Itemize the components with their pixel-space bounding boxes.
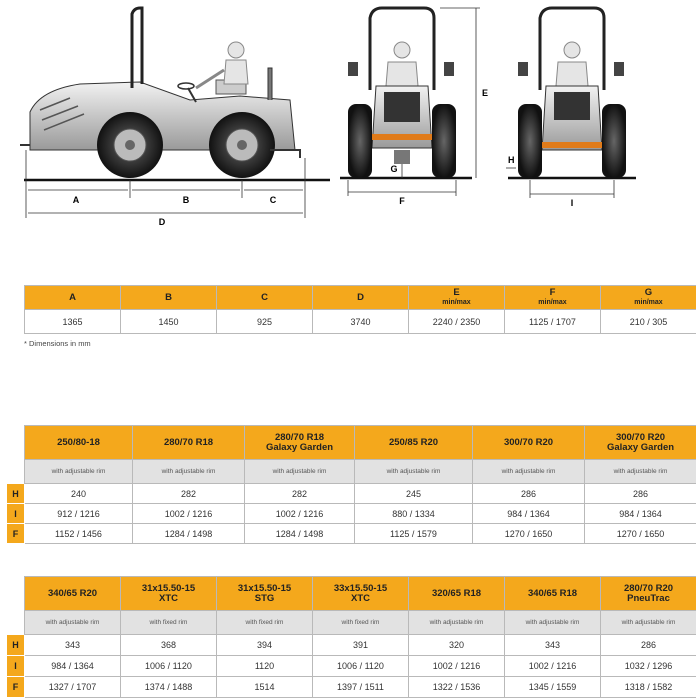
tyre2-header-6: 340/65 R18: [505, 577, 601, 611]
tyre-table-2: [6, 576, 696, 698]
front-view: [340, 8, 488, 206]
table-cell: 240: [25, 484, 133, 504]
table-cell: 880 / 1334: [355, 504, 473, 524]
tyre2-rim-2: with fixed rim: [121, 611, 217, 635]
table-cell: 1002 / 1216: [245, 504, 355, 524]
table-cell: 1002 / 1216: [505, 656, 601, 677]
table-cell: 1345 / 1559: [505, 677, 601, 698]
table-cell: 1374 / 1488: [121, 677, 217, 698]
table-cell: 1006 / 1120: [313, 656, 409, 677]
tyre2-rim-5: with adjustable rim: [409, 611, 505, 635]
table-cell: 320: [409, 635, 505, 656]
table-cell: 984 / 1364: [25, 656, 121, 677]
table-row: [7, 677, 696, 698]
tyre1-header-1: 250/80-18: [25, 426, 133, 460]
label-A: A: [72, 195, 80, 205]
table-cell: 1284 / 1498: [133, 524, 245, 544]
tyre1-header-5: 300/70 R20: [473, 426, 585, 460]
table-cell: 984 / 1364: [585, 504, 696, 524]
tyre2-rim-6: with adjustable rim: [505, 611, 601, 635]
tyre2-header-1: 340/65 R20: [25, 577, 121, 611]
dimensions-table: [24, 285, 696, 334]
tyre2-header-7: 280/70 R20 PneuTrac: [601, 577, 696, 611]
side-view: [20, 8, 330, 227]
table-row: [7, 504, 696, 524]
rear-view: [506, 8, 636, 208]
dim-value-e: 2240 / 2350: [409, 310, 505, 334]
row-label-f: F: [7, 677, 25, 698]
table-cell: 1125 / 1579: [355, 524, 473, 544]
table-row: [7, 635, 696, 656]
dim-value-c: 925: [217, 310, 313, 334]
dim-header-e: E min/max: [409, 286, 505, 310]
table-cell: 368: [121, 635, 217, 656]
table-cell: 282: [245, 484, 355, 504]
row-label-i: I: [7, 504, 25, 524]
row-label-f: F: [7, 524, 25, 544]
table-cell: 984 / 1364: [473, 504, 585, 524]
table-cell: 1327 / 1707: [25, 677, 121, 698]
dim-header-d: D: [313, 286, 409, 310]
dimensions-note: * Dimensions in mm: [24, 339, 91, 348]
label-E: E: [482, 88, 489, 98]
table-cell: 286: [585, 484, 696, 504]
label-B: B: [182, 195, 190, 205]
tyre2-header-4: 33x15.50-15 XTC: [313, 577, 409, 611]
table-cell: 286: [601, 635, 696, 656]
label-C: C: [269, 195, 277, 205]
tyre2-rim-3: with fixed rim: [217, 611, 313, 635]
tyre2-rim-7: with adjustable rim: [601, 611, 696, 635]
table-cell: 1397 / 1511: [313, 677, 409, 698]
tyre1-header-2: 280/70 R18: [133, 426, 245, 460]
table-cell: 1270 / 1650: [473, 524, 585, 544]
table-cell: 286: [473, 484, 585, 504]
table-cell: 1120: [217, 656, 313, 677]
table-row: [7, 484, 696, 504]
row-label-h: H: [7, 484, 25, 504]
dim-header-f: F min/max: [505, 286, 601, 310]
tyre-table-1: [6, 425, 696, 544]
tyre2-header-5: 320/65 R18: [409, 577, 505, 611]
tyre1-rim-4: with adjustable rim: [355, 460, 473, 484]
tyre1-rim-3: with adjustable rim: [245, 460, 355, 484]
dim-header-g: G min/max: [601, 286, 696, 310]
dim-value-f: 1125 / 1707: [505, 310, 601, 334]
label-G: G: [390, 164, 398, 174]
tyre2-header-3: 31x15.50-15 STG: [217, 577, 313, 611]
table-cell: 1514: [217, 677, 313, 698]
table-cell: 1322 / 1536: [409, 677, 505, 698]
table-cell: 394: [217, 635, 313, 656]
table-cell: 245: [355, 484, 473, 504]
table-cell: 1318 / 1582: [601, 677, 696, 698]
tyre1-rim-1: with adjustable rim: [25, 460, 133, 484]
table-cell: 912 / 1216: [25, 504, 133, 524]
tyre1-rim-6: with adjustable rim: [585, 460, 696, 484]
table-cell: 1032 / 1296: [601, 656, 696, 677]
tractor-dimension-drawing: [0, 0, 696, 235]
table-cell: 391: [313, 635, 409, 656]
dim-value-a: 1365: [25, 310, 121, 334]
table-cell: 343: [505, 635, 601, 656]
label-H: H: [508, 155, 515, 165]
tyre1-header-4: 250/85 R20: [355, 426, 473, 460]
tyre1-header-3: 280/70 R18 Galaxy Garden: [245, 426, 355, 460]
tyre1-header-6: 300/70 R20 Galaxy Garden: [585, 426, 696, 460]
table-row: [7, 656, 696, 677]
label-D: D: [158, 217, 166, 227]
table-cell: 1270 / 1650: [585, 524, 696, 544]
dim-value-d: 3740: [313, 310, 409, 334]
dim-value-g: 210 / 305: [601, 310, 696, 334]
tyre2-rim-1: with adjustable rim: [25, 611, 121, 635]
table-cell: 1006 / 1120: [121, 656, 217, 677]
label-F: F: [399, 196, 405, 206]
tyre1-rim-2: with adjustable rim: [133, 460, 245, 484]
row-label-i: I: [7, 656, 25, 677]
table-cell: 282: [133, 484, 245, 504]
dim-header-b: B: [121, 286, 217, 310]
tyre1-rim-5: with adjustable rim: [473, 460, 585, 484]
table-cell: 1002 / 1216: [409, 656, 505, 677]
table-row: [7, 524, 696, 544]
dim-header-c: C: [217, 286, 313, 310]
row-label-h: H: [7, 635, 25, 656]
dim-header-a: A: [25, 286, 121, 310]
label-I: I: [570, 198, 574, 208]
dim-value-b: 1450: [121, 310, 217, 334]
tyre2-header-2: 31x15.50-15 XTC: [121, 577, 217, 611]
tyre2-rim-4: with fixed rim: [313, 611, 409, 635]
table-cell: 343: [25, 635, 121, 656]
table-cell: 1284 / 1498: [245, 524, 355, 544]
table-cell: 1152 / 1456: [25, 524, 133, 544]
table-cell: 1002 / 1216: [133, 504, 245, 524]
